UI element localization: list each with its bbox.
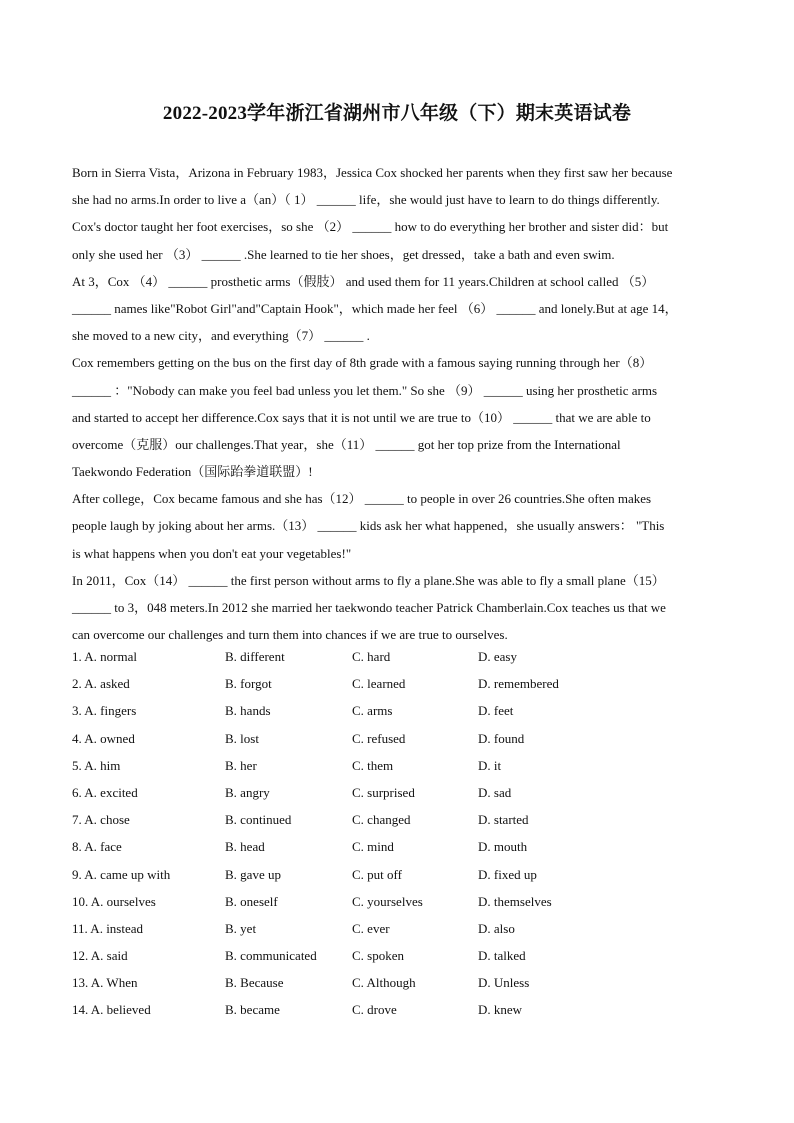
- question-row: [72, 725, 732, 752]
- option-a: 7. A. chose: [72, 812, 130, 828]
- question-row: [72, 833, 732, 860]
- option-b: B. Because: [225, 975, 284, 991]
- option-b: B. oneself: [225, 893, 278, 909]
- option-c: C. arms: [352, 703, 393, 719]
- question-row: [72, 996, 732, 1023]
- option-c: C. hard: [352, 649, 391, 664]
- passage-line: ______ ："Nobody can make you feel bad unless you let them." So she （9） ______ using her prosthetic arms: [72, 382, 658, 398]
- option-d: D. Unless: [478, 975, 530, 991]
- question-row: [72, 806, 732, 833]
- passage-line: After college，Cox became famous and she has（12） ______ to people in over 26 countries.She often makes: [72, 491, 652, 507]
- option-d: D. talked: [478, 948, 526, 964]
- question-row: [72, 969, 732, 996]
- passage-line: Taekwondo Federation（国际跆拳道联盟）!: [72, 464, 313, 480]
- option-b: B. hands: [225, 703, 271, 719]
- option-d: D. easy: [478, 649, 517, 664]
- page-title: 2022-2023学年浙江省湖州市八年级（下）期末英语试卷: [162, 103, 632, 124]
- option-a: 4. A. owned: [72, 730, 135, 746]
- option-c: C. yourselves: [352, 893, 423, 909]
- option-d: D. it: [478, 757, 502, 773]
- option-c: C. surprised: [352, 784, 415, 800]
- option-b: B. communicated: [225, 948, 317, 964]
- option-d: D. fixed up: [478, 866, 537, 882]
- option-c: C. spoken: [352, 948, 404, 964]
- passage-line: can overcome our challenges and turn them into chances if we are true to ourselves.: [72, 627, 508, 643]
- option-b: B. continued: [225, 812, 292, 828]
- passage-line: only she used her （3） ______ .She learned to tie her shoes，get dressed，take a bath and even swim.: [72, 246, 615, 262]
- option-a: 13. A. When: [72, 975, 138, 991]
- option-b: B. angry: [225, 784, 270, 800]
- option-d: D. mouth: [478, 839, 528, 855]
- option-a: 9. A. came up with: [72, 866, 171, 882]
- option-c: C. learned: [352, 676, 406, 692]
- option-c: C. refused: [352, 730, 406, 746]
- option-a: 1. A. normal: [72, 649, 137, 664]
- option-c: C. mind: [352, 839, 394, 855]
- option-c: C. changed: [352, 812, 411, 828]
- option-a: 12. A. said: [72, 948, 128, 964]
- passage-line: Cox remembers getting on the bus on the first day of 8th grade with a famous saying running through her（8）: [72, 355, 653, 371]
- option-a: 6. A. excited: [72, 784, 138, 800]
- passage-line: Cox's doctor taught her foot exercises，so she （2） ______ how to do everything her brother and sister did：but: [72, 219, 669, 235]
- option-c: C. drove: [352, 1002, 397, 1018]
- passage-line: Born in Sierra Vista，Arizona in February 1983，Jessica Cox shocked her parents when they first saw her because: [72, 165, 673, 180]
- passage-line: she moved to a new city，and everything（7） ______ .: [72, 328, 370, 344]
- question-row: [72, 779, 732, 806]
- question-row: [72, 861, 732, 888]
- option-a: 10. A. ourselves: [72, 893, 156, 909]
- option-b: B. gave up: [225, 866, 281, 882]
- question-row: [72, 752, 732, 779]
- option-d: D. sad: [478, 784, 512, 800]
- option-b: B. yet: [225, 920, 257, 936]
- question-row: [72, 697, 732, 724]
- passage-line: ______ names like"Robot Girl"and"Captain Hook"，which made her feel （6） ______ and lonely.But at age 14，: [72, 300, 678, 316]
- question-row: [72, 643, 732, 670]
- option-a: 8. A. face: [72, 839, 122, 855]
- option-b: B. became: [225, 1002, 280, 1018]
- answer-options: [72, 643, 732, 1024]
- option-d: D. feet: [478, 703, 514, 719]
- option-d: D. themselves: [478, 893, 552, 909]
- question-row: [72, 888, 732, 915]
- option-b: B. head: [225, 839, 265, 855]
- option-a: 14. A. believed: [72, 1002, 151, 1018]
- passage-line: overcome（克服）our challenges.That year，she（11） ______ got her top prize from the International: [72, 436, 621, 452]
- option-a: 5. A. him: [72, 757, 121, 773]
- option-a: 11. A. instead: [72, 920, 144, 936]
- passage-line: ______ to 3，048 meters.In 2012 she married her taekwondo teacher Patrick Chamberlain.Cox teaches us that we: [72, 600, 666, 615]
- option-c: C. them: [352, 757, 394, 773]
- question-row: [72, 670, 732, 697]
- option-b: B. lost: [225, 730, 259, 746]
- option-d: D. knew: [478, 1002, 523, 1018]
- option-c: C. Although: [352, 975, 416, 991]
- option-d: D. found: [478, 730, 525, 746]
- option-c: C. ever: [352, 920, 390, 936]
- question-row: [72, 915, 732, 942]
- option-b: B. different: [225, 649, 285, 664]
- passage-line: In 2011，Cox（14） ______ the first person without arms to fly a plane.She was able to fly a small plane（15）: [72, 572, 665, 588]
- option-d: D. also: [478, 920, 515, 936]
- option-d: D. started: [478, 812, 529, 828]
- passage-line: is what happens when you don't eat your vegetables!": [72, 545, 352, 561]
- reading-passage: [72, 159, 732, 648]
- option-a: 2. A. asked: [72, 676, 130, 692]
- passage-line: At 3，Cox （4） ______ prosthetic arms（假肢） and used them for 11 years.Children at school called （5）: [72, 273, 655, 289]
- option-d: D. remembered: [478, 676, 559, 692]
- passage-line: she had no arms.In order to live a（an）（ 1） ______ life，she would just have to learn to do things differently.: [72, 192, 660, 208]
- option-b: B. her: [225, 757, 257, 773]
- passage-line: and started to accept her difference.Cox says that it is not until we are true to（10） ______ that we are able to: [72, 409, 651, 425]
- option-a: 3. A. fingers: [72, 703, 137, 719]
- option-c: C. put off: [352, 866, 402, 882]
- option-b: B. forgot: [225, 676, 272, 692]
- passage-line: people laugh by joking about her arms.（13） ______ kids ask her what happened，she usually answers： "This: [72, 518, 665, 534]
- question-row: [72, 942, 732, 969]
